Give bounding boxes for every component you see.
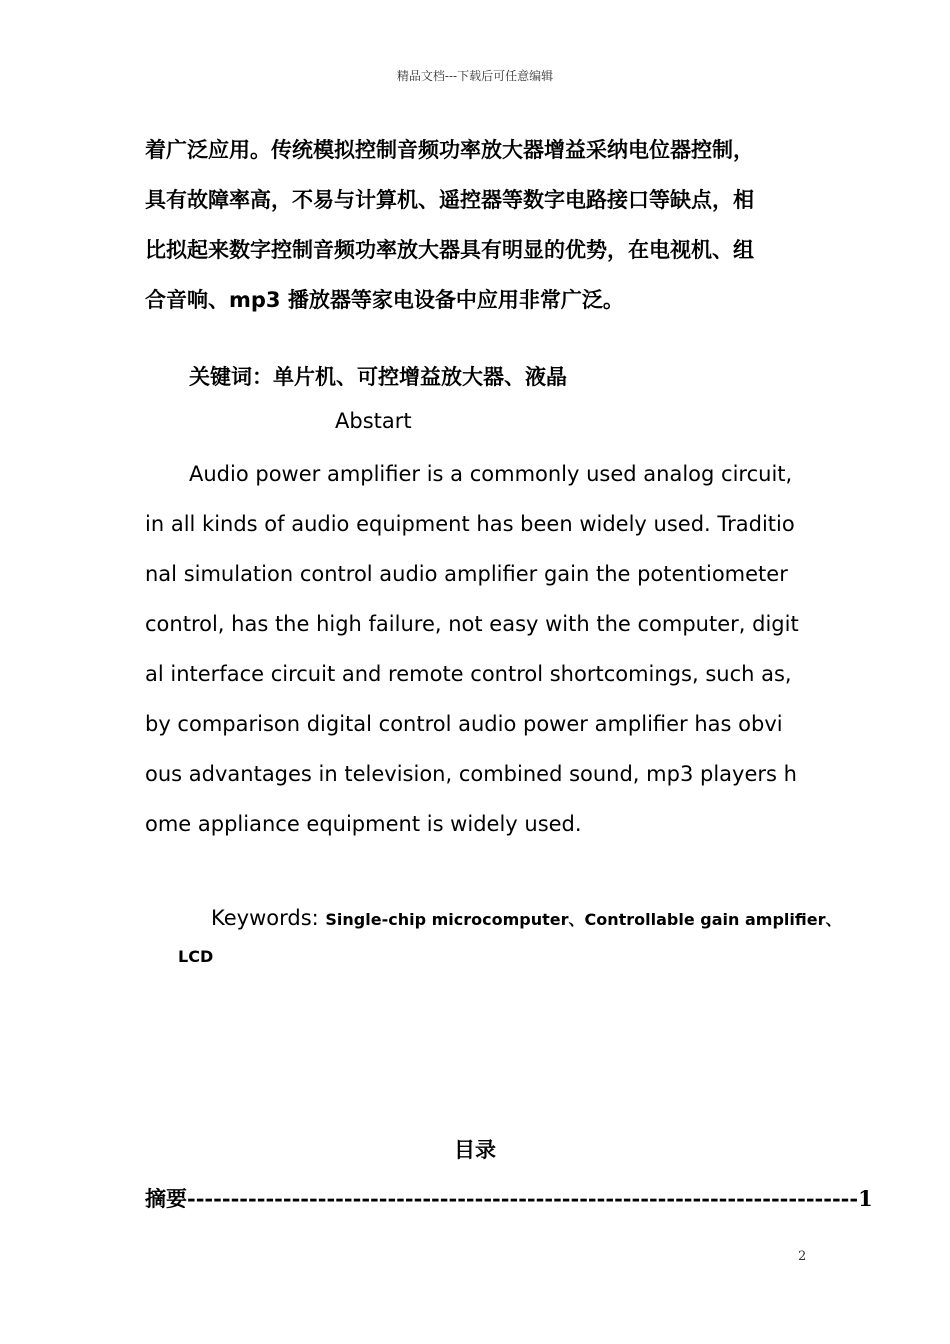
toc-entry-page: 1 <box>858 1186 873 1211</box>
english-keywords-continued: LCD <box>178 947 214 966</box>
toc-title: 目录 <box>454 1138 496 1162</box>
paragraph-line: control, has the high failure, not easy with the computer, digit <box>145 612 799 636</box>
toc-entry-label: 摘要 <box>145 1187 187 1211</box>
paragraph-line: 着广泛应用。传统模拟控制音频功率放大器增益采纳电位器控制， <box>145 138 754 162</box>
paragraph-line: ome appliance equipment is widely used. <box>145 812 582 836</box>
keywords-label: Keywords: <box>211 906 326 930</box>
paragraph-line: 比拟起来数字控制音频功率放大器具有明显的优势，在电视机、组 <box>145 238 754 262</box>
abstract-paragraph <box>145 459 810 859</box>
chinese-keywords: 关键词：单片机、可控增益放大器、液晶 <box>189 365 567 389</box>
english-keywords <box>211 906 841 930</box>
chinese-paragraph <box>145 135 805 335</box>
paragraph-line: Audio power amplifier is a commonly used analog circuit, <box>189 462 793 486</box>
abstract-title: Abstart <box>335 409 412 433</box>
paragraph-line: by comparison digital control audio power amplifier has obvi <box>145 712 783 736</box>
paragraph-line: 具有故障率高，不易与计算机、遥控器等数字电路接口等缺点，相 <box>145 188 754 212</box>
paragraph-line: nal simulation control audio amplifier gain the potentiometer <box>145 562 788 586</box>
paragraph-line: ous advantages in television, combined sound, mp3 players h <box>145 762 797 786</box>
paragraph-line: al interface circuit and remote control shortcomings, such as, <box>145 662 792 686</box>
paragraph-line: in all kinds of audio equipment has been widely used. Traditio <box>145 512 795 536</box>
toc-entry-abstract[interactable] <box>145 1183 873 1213</box>
page-header: 精品文档---下载后可任意编辑 <box>396 69 554 83</box>
page-number: 2 <box>798 1249 807 1264</box>
keywords-value: Single-chip microcomputer、Controllable gain amplifier、 <box>325 910 842 929</box>
paragraph-line: 合音响、mp3 播放器等家电设备中应用非常广泛。 <box>145 288 624 312</box>
toc-entry-leader: ----------------------------------------------------------------------------- <box>187 1186 859 1211</box>
